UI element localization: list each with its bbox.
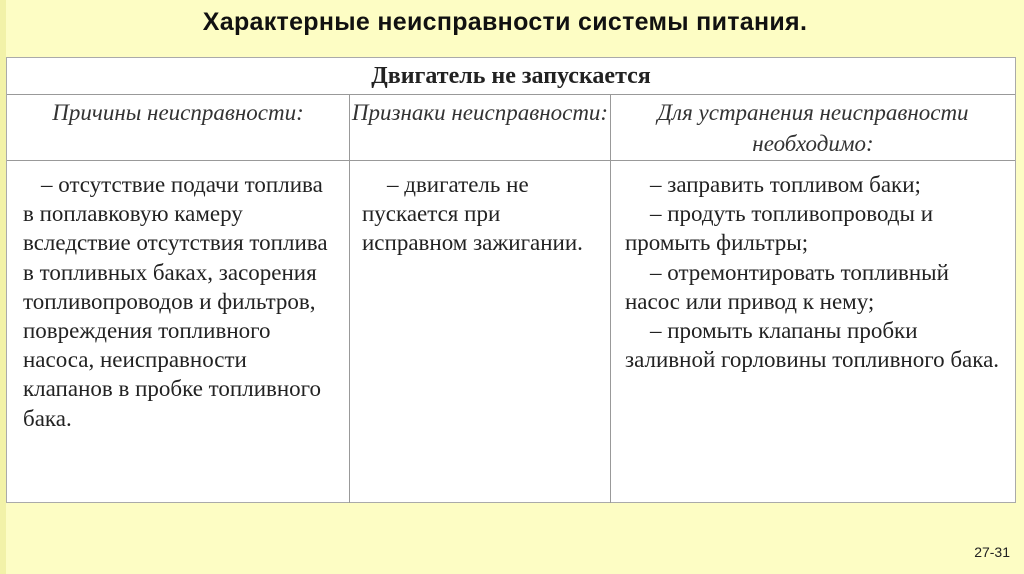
remedy-item: – заправить топливом баки; (650, 172, 921, 197)
symptoms-text: – двигатель не пускается при исправном зажигании. (362, 172, 583, 256)
remedy-item: – отремонтировать топливный насос или привод к нему; (625, 259, 949, 314)
remedy-item: – продуть топливопроводы и промыть фильтры; (625, 201, 933, 256)
remedy-item: – промыть клапаны пробки заливной горловины топливного бака. (625, 318, 1000, 373)
column-header-remedies: Для устранения неисправности необходимо: (611, 95, 1015, 161)
slide-title: Характерные неисправности системы питания. (202, 8, 808, 36)
symptoms-cell (350, 162, 610, 502)
column-header-causes: Причины неисправности: (7, 95, 349, 161)
remedies-cell (611, 162, 1015, 502)
causes-cell (7, 162, 349, 502)
faults-table (6, 57, 1016, 503)
table-heading: Двигатель не запускается (7, 58, 1015, 95)
page-number: 27-31 (974, 544, 1010, 560)
column-header-symptoms: Признаки неисправности: (350, 95, 610, 161)
causes-text: – отсутствие подачи топлива в поплавковую камеру вследствие отсутствия топлива в топливных баках, засорения топливопроводов и фильтров, повреждения топливного насоса, неисправности клапанов в пробке топливного бака. (23, 172, 328, 431)
